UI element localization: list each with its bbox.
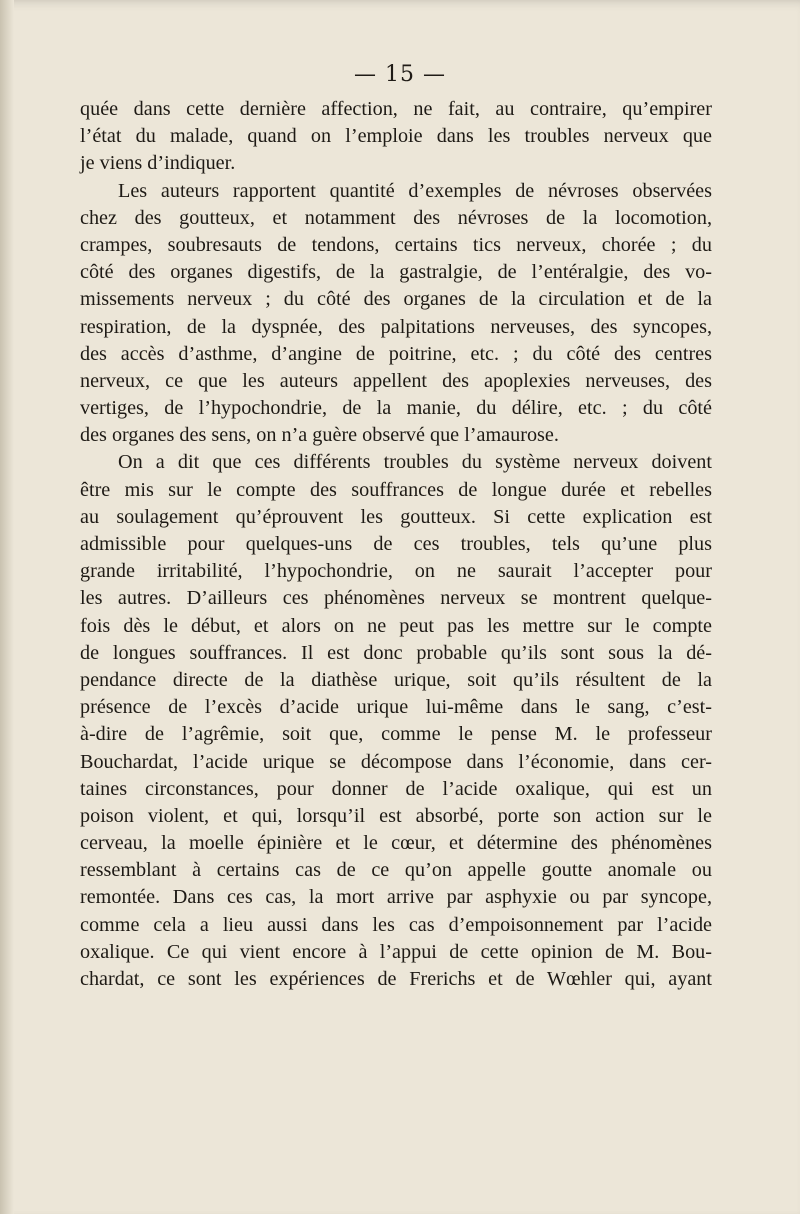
text-line: chardat, ce sont les expériences de Frerichs et de Wœhler qui, ayant (80, 968, 712, 990)
text-line: je viens d’indiquer. (80, 152, 236, 175)
text-line: être mis sur le compte des souffrances de longue durée et rebelles (80, 478, 712, 501)
text-line: poison violent, et qui, lorsqu’il est absorbé, porte son action sur le (80, 804, 712, 827)
text-line: vertiges, de l’hypochondrie, de la manie, du délire, etc. ; du côté (80, 397, 712, 420)
text-line: respiration, de la dyspnée, des palpitations nerveuses, des syncopes, (80, 315, 712, 338)
text-line: Bouchardat, l’acide urique se décompose dans l’économie, dans cer- (80, 750, 712, 773)
text-line: présence de l’excès d’acide urique lui-même dans le sang, c’est- (80, 696, 712, 719)
text-line: de longues souffrances. Il est donc probable qu’ils sont sous la dé- (80, 641, 712, 664)
text-line: missements nerveux ; du côté des organes de la circulation et de la (80, 288, 712, 311)
text-line: à-dire de l’agrêmie, soit que, comme le pense M. le professeur (80, 723, 712, 746)
text-line: nerveux, ce que les auteurs appellent des apoplexies nerveuses, des (80, 369, 712, 392)
text-line: comme cela a lieu aussi dans les cas d’empoisonnement par l’acide (80, 913, 712, 936)
text-line: pendance directe de la diathèse urique, soit qu’ils résultent de la (80, 668, 712, 691)
text-line: crampes, soubresauts de tendons, certains tics nerveux, chorée ; du (80, 233, 712, 256)
text-line: côté des organes digestifs, de la gastralgie, de l’entéralgie, des vo- (80, 261, 712, 284)
text-line: les autres. D’ailleurs ces phénomènes nerveux se montrent quelque- (80, 587, 712, 610)
text-line: remontée. Dans ces cas, la mort arrive par asphyxie ou par syncope, (80, 886, 712, 909)
text-line: cerveau, la moelle épinière et le cœur, et détermine des phénomènes (80, 832, 712, 855)
text-line: des accès d’asthme, d’angine de poitrine, etc. ; du côté des centres (80, 342, 712, 365)
text-line: l’état du malade, quand on l’emploie dans les troubles nerveux que (80, 125, 712, 148)
paragraph-start-line: On a dit que ces différents troubles du système nerveux doivent (118, 451, 712, 474)
page-gutter-shadow (0, 0, 14, 1214)
text-line: fois dès le début, et alors on ne peut pas les mettre sur le compte (80, 614, 712, 637)
text-line: taines circonstances, pour donner de l’acide oxalique, qui est un (80, 777, 712, 800)
body-text (80, 96, 712, 993)
page-number: — 15 — (354, 62, 446, 87)
text-line: des organes des sens, on n’a guère observé que l’amaurose. (80, 424, 559, 447)
text-line: quée dans cette dernière affection, ne fait, au contraire, qu’empirer (80, 98, 712, 120)
text-line: oxalique. Ce qui vient encore à l’appui de cette opinion de M. Bou- (80, 940, 712, 963)
text-line: grande irritabilité, l’hypochondrie, on ne saurait l’accepter pour (80, 560, 712, 583)
text-line: admissible pour quelques-uns de ces troubles, tels qu’une plus (80, 533, 712, 555)
paragraph-start-line: Les auteurs rapportent quantité d’exemples de névroses observées (118, 179, 712, 202)
text-line: chez des goutteux, et notamment des névroses de la locomotion, (80, 206, 712, 229)
text-line: ressemblant à certains cas de ce qu’on appelle goutte anomale ou (80, 859, 712, 882)
text-line: au soulagement qu’éprouvent les goutteux. Si cette explication est (80, 505, 712, 528)
